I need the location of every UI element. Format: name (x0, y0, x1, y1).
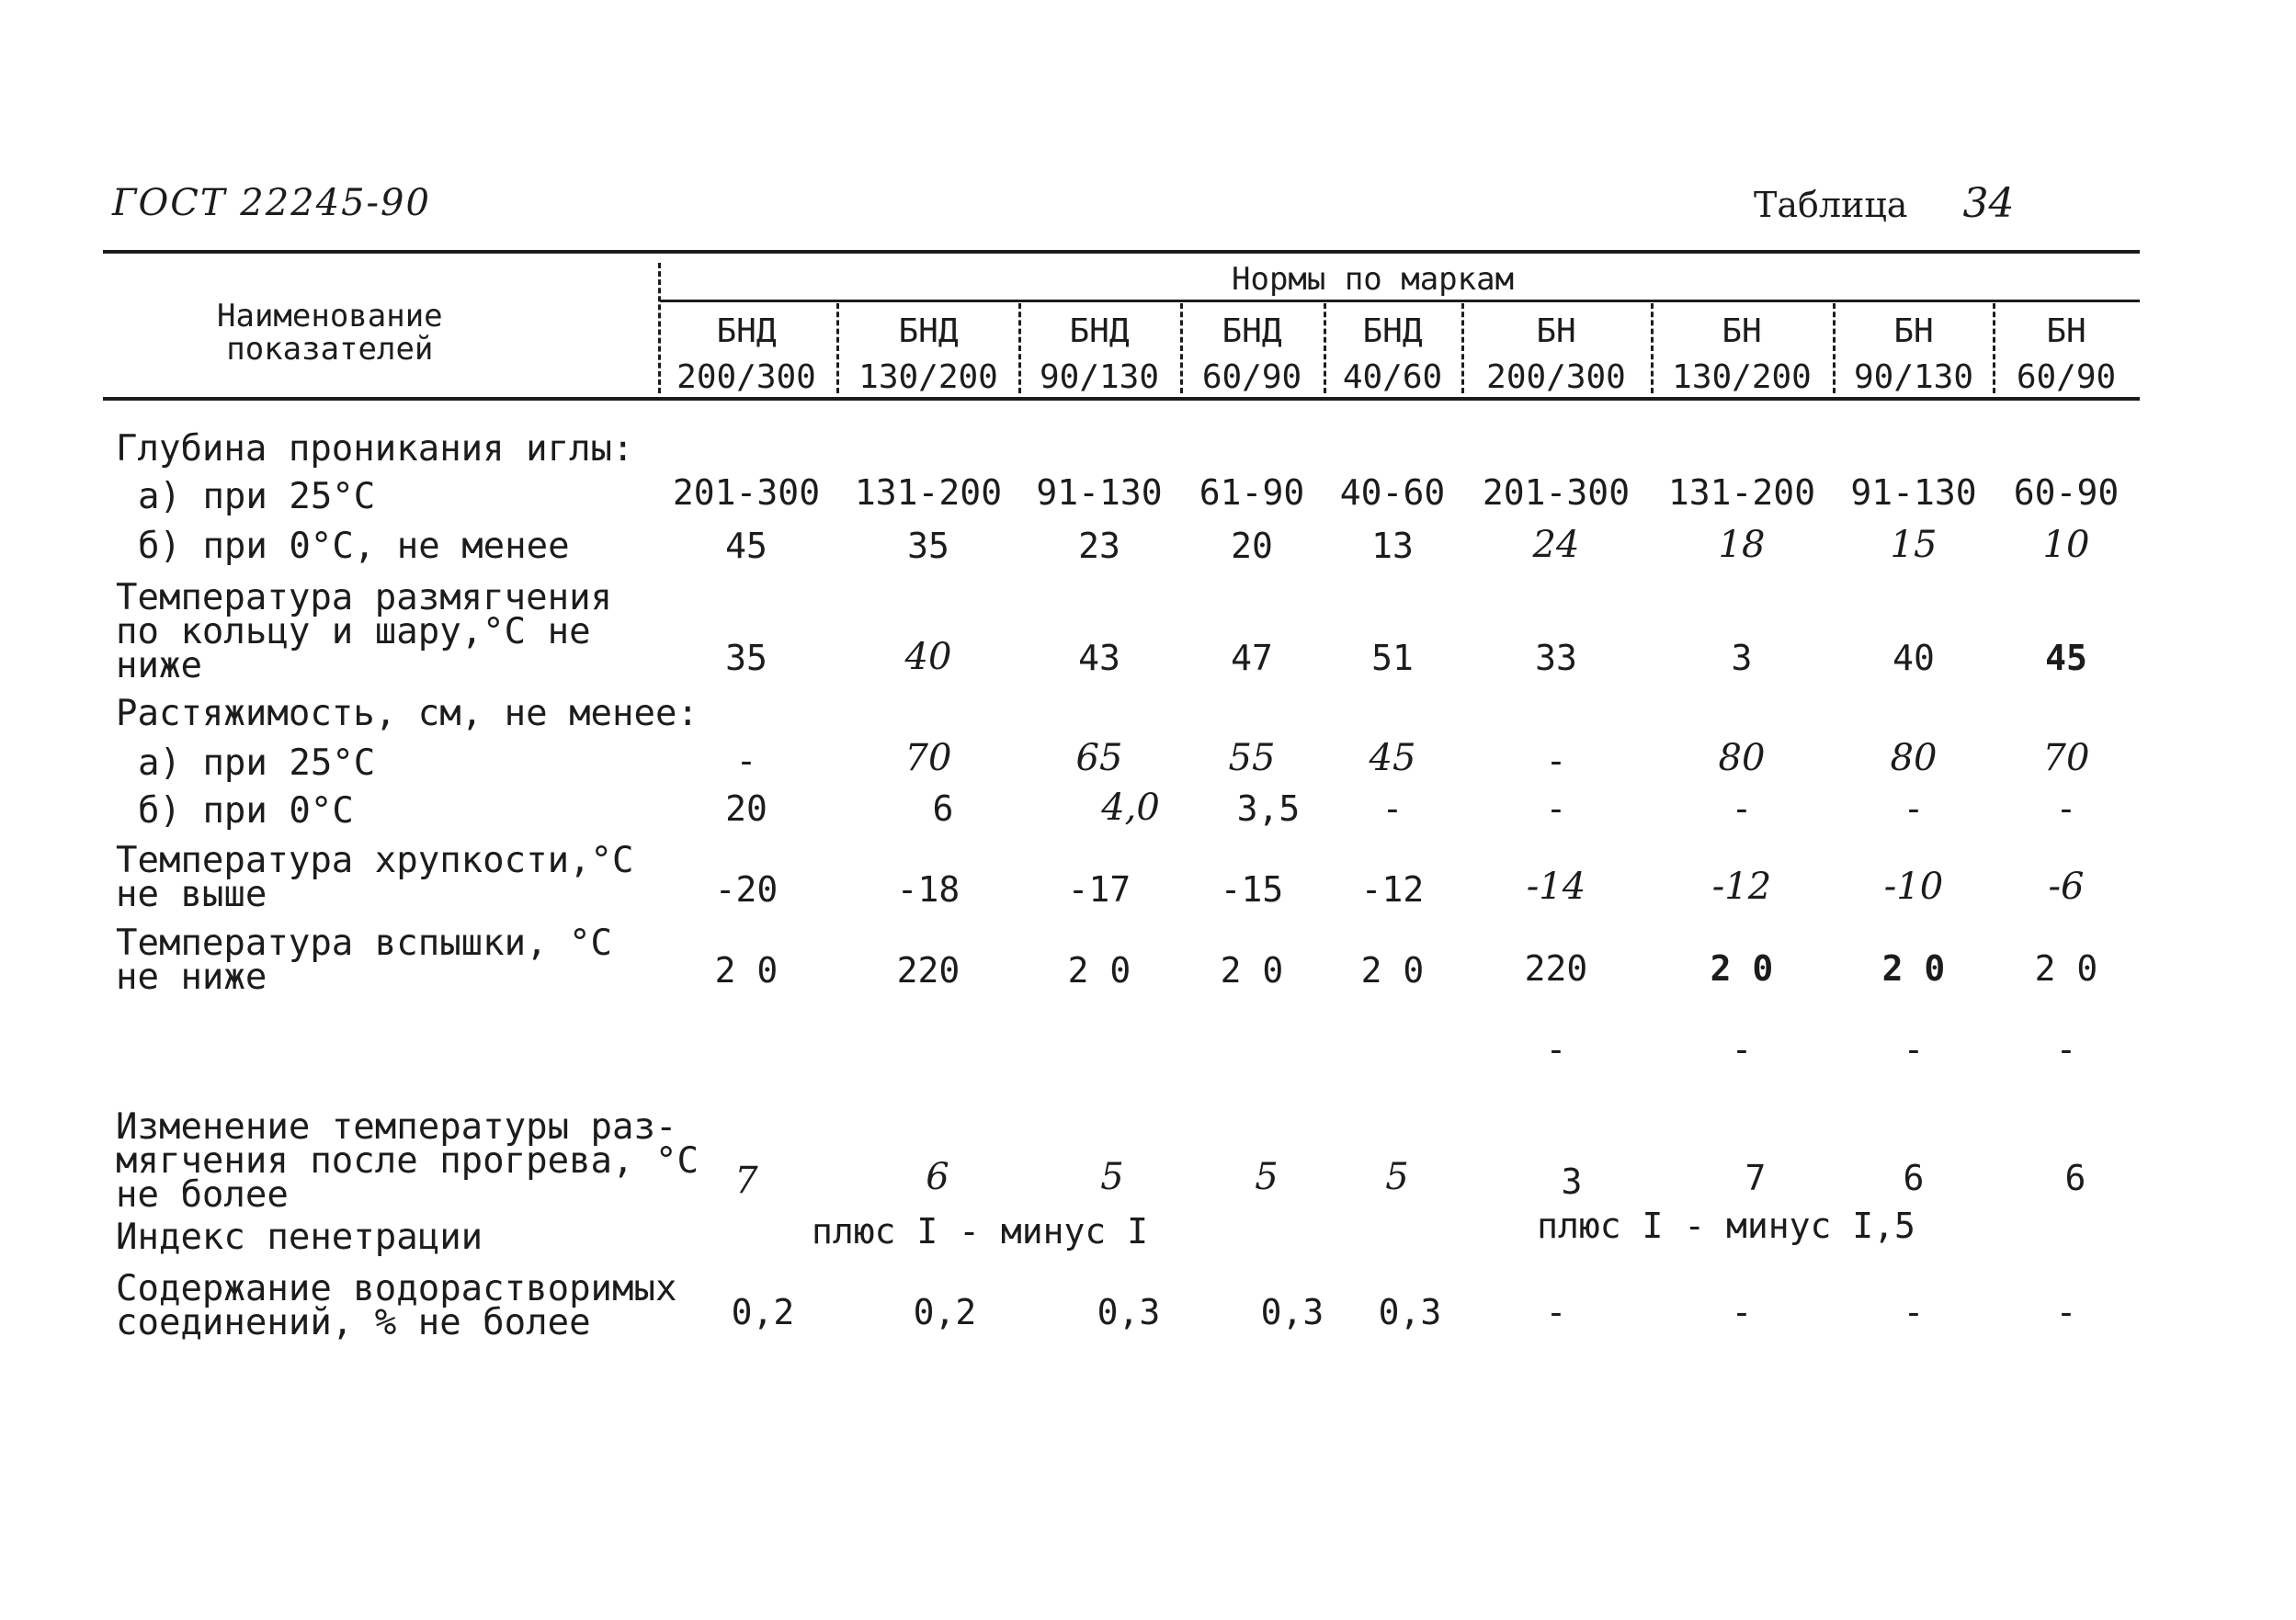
cell: 4,0 (1101, 787, 1160, 829)
cell: -6 (2048, 866, 2085, 908)
row-label-flash-point (116, 923, 613, 998)
cell: 80 (1718, 737, 1766, 779)
cell: -15 (1220, 869, 1284, 910)
cell: 2 0 (1220, 950, 1284, 991)
cell: 2 0 (1881, 948, 1946, 989)
cell: 6 (932, 788, 954, 829)
row-label-softening-change (116, 1106, 699, 1216)
cell: 0,3 (1097, 1292, 1161, 1332)
header-line: Наименование (217, 298, 443, 334)
cell: 15 (1890, 524, 1938, 566)
grade-type: БН (1722, 312, 1762, 350)
cell: 0,3 (1378, 1292, 1442, 1332)
cell: - (1731, 1029, 1753, 1070)
gost-designation: ГОСТ 22245-90 (112, 182, 431, 224)
cell: 201-300 (1482, 472, 1631, 513)
cell: 5 (1255, 1156, 1279, 1198)
label-line: не более (116, 1174, 289, 1216)
cell: - (1545, 741, 1567, 781)
row-label-brittleness (116, 840, 634, 915)
cell: 3 (1561, 1161, 1583, 1202)
grade-range: 40/60 (1342, 358, 1443, 396)
grade-header-9 (2017, 309, 2116, 401)
label-line: Температура хрупкости,°С (116, 840, 634, 881)
cell: 40-60 (1339, 472, 1446, 513)
cell: - (1381, 788, 1404, 829)
grade-type: БНД (1069, 312, 1130, 350)
cell: -14 (1526, 866, 1586, 908)
label-line: Температура размягчения (116, 577, 613, 618)
row-label-softening (116, 577, 613, 686)
table-number: 34 (1962, 180, 2015, 227)
column-separator (658, 263, 661, 393)
cell: 40 (904, 636, 952, 678)
cell: - (1545, 1292, 1567, 1332)
cell: 45 (2045, 638, 2087, 678)
cell: 33 (1535, 638, 1577, 678)
column-separator (1324, 303, 1326, 393)
grade-range: 90/130 (1039, 358, 1160, 396)
cell: - (1903, 1029, 1925, 1070)
cell: 80 (1890, 737, 1938, 779)
cell: 45 (725, 526, 767, 566)
row-label-depth-25: а) при 25°С (138, 476, 376, 517)
label-line: соединений, % не более (116, 1302, 591, 1343)
cell: 5 (1385, 1156, 1409, 1198)
cell: 7 (1745, 1158, 1767, 1198)
grade-range: 60/90 (1201, 358, 1302, 396)
cell: 220 (896, 950, 960, 991)
cell: 91-130 (1036, 472, 1163, 513)
row-label-penetration-index: Индекс пенетрации (116, 1217, 483, 1258)
cell: 0,2 (731, 1292, 795, 1332)
grade-type: БН (1536, 312, 1576, 350)
cell: 47 (1231, 638, 1273, 678)
cell: 6 (2064, 1158, 2086, 1198)
cell: 201-300 (672, 472, 821, 513)
cell: 131-200 (854, 472, 1003, 513)
grade-range: 200/300 (1486, 358, 1626, 396)
cell: 131-200 (1667, 472, 1816, 513)
column-separator (1180, 303, 1183, 393)
row-label-needle-depth: Глубина проникания иглы: (116, 428, 634, 470)
label-line: не ниже (116, 957, 267, 998)
cell: 6 (1903, 1158, 1925, 1198)
cell: 6 (926, 1156, 949, 1198)
norms-header: Нормы по маркам (1232, 261, 1515, 298)
cell: 20 (725, 788, 767, 829)
span-cell-bn: плюс I - минус I,5 (1537, 1206, 1915, 1246)
cell: 24 (1532, 524, 1580, 566)
table-title (1754, 180, 2015, 227)
column-separator (1461, 303, 1464, 393)
cell: -12 (1360, 869, 1425, 910)
cell: - (2055, 1292, 2077, 1332)
grade-range: 200/300 (676, 358, 816, 396)
cell: - (1903, 1292, 1925, 1332)
cell: 23 (1078, 526, 1120, 566)
cell: 2 0 (1360, 950, 1425, 991)
grade-header-6 (1486, 309, 1626, 401)
grade-type: БНД (1222, 312, 1282, 350)
label-line: по кольцу и шару,°С не (116, 611, 591, 652)
column-separator (836, 303, 839, 393)
cell: 65 (1075, 737, 1123, 779)
table-label: Таблица (1754, 185, 1908, 225)
cell: 70 (904, 737, 952, 779)
cell: 3 (1731, 638, 1753, 678)
cell: 70 (2042, 737, 2090, 779)
grade-header-3 (1040, 309, 1159, 401)
label-line: ниже (116, 645, 202, 686)
span-cell-bnd: плюс I - минус I (811, 1211, 1149, 1252)
cell: -18 (896, 869, 960, 910)
grade-type: БН (1893, 312, 1934, 350)
cell: 10 (2042, 524, 2090, 566)
cell: 35 (907, 526, 949, 566)
cell: 45 (1369, 737, 1416, 779)
table-top-rule (103, 250, 2140, 254)
grade-header-7 (1672, 309, 1812, 401)
cell: 40 (1892, 638, 1935, 678)
row-label-ductility-25: а) при 25°С (138, 742, 376, 784)
row-label-water-soluble (116, 1268, 677, 1343)
cell: 2 0 (1067, 950, 1131, 991)
cell: -17 (1067, 869, 1131, 910)
row-label-depth-0: б) при 0°С, не менее (138, 526, 570, 567)
header-line: показателей (226, 331, 434, 368)
cell: 13 (1371, 526, 1414, 566)
grade-range: 60/90 (2016, 358, 2117, 396)
cell: 61-90 (1199, 472, 1305, 513)
cell: 7 (734, 1160, 758, 1202)
row-label-ductility: Растяжимость, см, не менее: (116, 693, 699, 734)
cell: - (1545, 788, 1567, 829)
label-line: Температура вспышки, °С (116, 923, 613, 964)
grade-type: БНД (1362, 312, 1423, 350)
cell: 91-130 (1850, 472, 1977, 513)
cell: -12 (1711, 866, 1772, 908)
grade-type: БНД (716, 312, 777, 350)
cell: -20 (714, 869, 779, 910)
column-separator (1651, 303, 1654, 393)
cell: 2 0 (2034, 948, 2098, 989)
cell: - (1903, 788, 1925, 829)
cell: 60-90 (2013, 472, 2120, 513)
column-separator (1833, 303, 1836, 393)
cell: - (2055, 1029, 2077, 1070)
cell: 220 (1524, 948, 1588, 989)
indicator-name-header (217, 300, 443, 366)
grade-header-8 (1854, 309, 1973, 401)
cell: 2 0 (714, 950, 779, 991)
cell: 0,2 (913, 1292, 977, 1332)
label-line: Содержание водорастворимых (116, 1268, 677, 1309)
grade-header-4 (1202, 309, 1301, 401)
row-label-ductility-0: б) при 0°С (138, 790, 354, 832)
grade-type: БНД (898, 312, 959, 350)
cell: - (2055, 788, 2077, 829)
grade-type: БН (2046, 312, 2086, 350)
cell: - (1545, 1029, 1567, 1070)
cell: - (1731, 788, 1753, 829)
label-line: не выше (116, 874, 267, 915)
grade-header-2 (858, 309, 998, 401)
cell: 5 (1100, 1156, 1124, 1198)
cell: 35 (725, 638, 767, 678)
cell: - (1731, 1292, 1753, 1332)
cell: 3,5 (1236, 788, 1301, 829)
cell: 2 0 (1710, 948, 1774, 989)
cell: 20 (1231, 526, 1273, 566)
grade-range: 130/200 (1672, 358, 1812, 396)
cell: 18 (1718, 524, 1766, 566)
cell: -10 (1883, 866, 1944, 908)
cell: 0,3 (1260, 1292, 1324, 1332)
grade-header-1 (676, 309, 816, 401)
cell: 55 (1228, 737, 1276, 779)
grade-range: 130/200 (858, 358, 998, 396)
column-separator (1018, 303, 1021, 393)
column-separator (1993, 303, 1995, 393)
cell: - (735, 741, 757, 781)
label-line: мягчения после прогрева, °С (116, 1140, 699, 1182)
norms-subrule (660, 300, 2140, 302)
cell: 43 (1078, 638, 1120, 678)
grade-header-5 (1343, 309, 1442, 401)
cell: 51 (1371, 638, 1414, 678)
label-line: Изменение температуры раз- (116, 1106, 677, 1148)
grade-range: 90/130 (1853, 358, 1974, 396)
